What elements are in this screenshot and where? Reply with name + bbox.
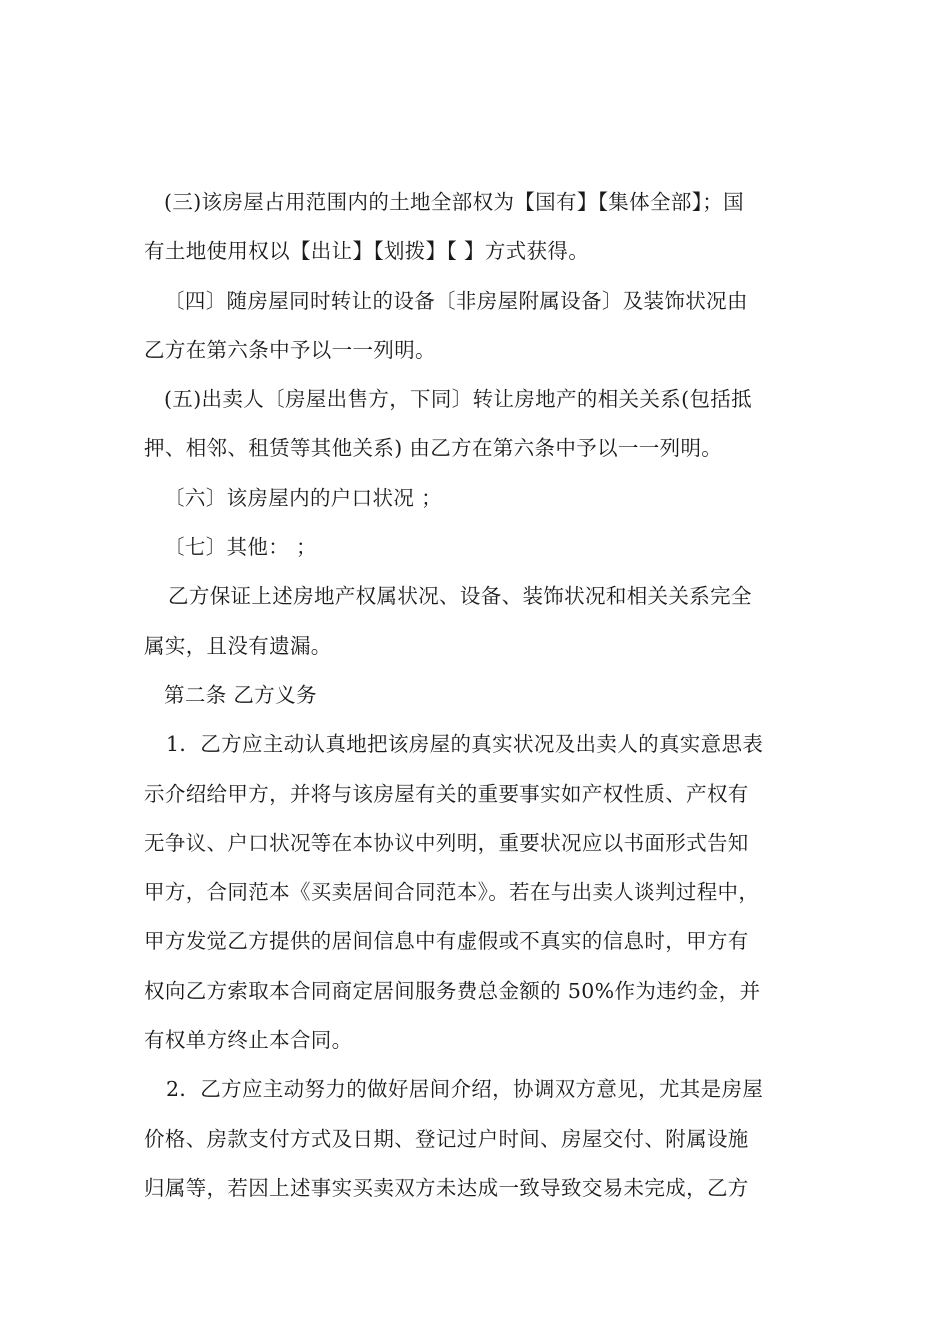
text-line: 价格、房款支付方式及日期、登记过户时间、房屋交付、附属设施 [144,1126,749,1151]
text-line: 乙方保证上述房地产权属状况、设备、装饰状况和相关关系完全 [168,584,752,609]
text-line: 无争议、户口状况等在本协议中列明，重要状况应以书面形式告知 [144,830,749,855]
text-line: 2．乙方应主动努力的做好居间介绍，协调双方意见，尤其是房屋 [166,1077,764,1102]
text-line: 归属等，若因上述事实买卖双方未达成一致导致交易未完成，乙方 [144,1175,749,1200]
text-line: 〔七〕其他： ； [164,535,317,560]
text-line: 有权单方终止本合同。 [144,1028,353,1053]
text-line: 甲方，合同范本《买卖居间合同范本》。若在与出卖人谈判过程中， [144,880,760,905]
text-line: 甲方发觉乙方提供的居间信息中有虚假或不真实的信息时，甲方有 [144,929,749,954]
document-body [144,178,824,1213]
text-line: 押、相邻、租赁等其他关系) 由乙方在第六条中予以一一列明。 [144,436,723,461]
text-line: (三)该房屋占用范围内的土地全部权为【国有】【集体全部】；国 [164,190,744,214]
text-line: 第二条 乙方义务 [164,682,317,707]
text-line: 权向乙方索取本合同商定居间服务费总金额的 50%作为违约金，并 [144,978,761,1003]
text-line: 属实，且没有遗漏。 [144,633,332,658]
text-line: 有土地使用权以【出让】【划拨】【 】方式获得。 [144,239,590,264]
text-line: 乙方在第六条中予以一一列明。 [144,337,436,362]
text-line: (五)出卖人〔房屋出售方，下同〕转让房地产的相关关系(包括抵 [164,387,752,412]
text-line: 〔四〕随房屋同时转让的设备〔非房屋附属设备〕及装饰状况由 [164,288,748,313]
text-line: 示介绍给甲方，并将与该房屋有关的重要事实如产权性质、产权有 [144,781,749,806]
text-line: 1．乙方应主动认真地把该房屋的真实状况及出卖人的真实意思表 [166,732,764,757]
text-line: 〔六〕该房屋内的户口状况 ； [164,485,442,510]
